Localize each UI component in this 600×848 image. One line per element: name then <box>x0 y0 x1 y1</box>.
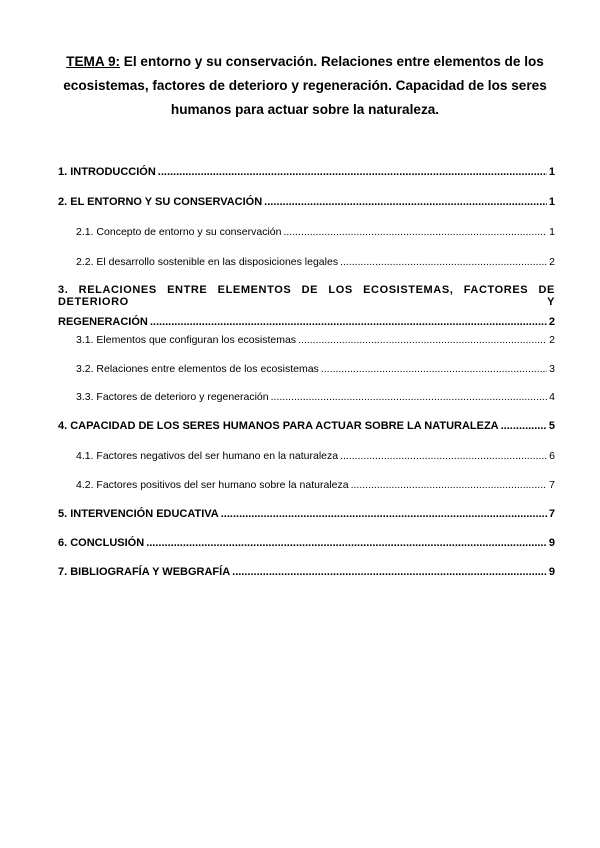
toc-entry-label: 5. INTERVENCIÓN EDUCATIVA <box>58 508 219 520</box>
toc-entry-page: 2 <box>549 334 555 346</box>
toc-entry-page: 1 <box>549 226 555 238</box>
toc-entry-label: 6. CONCLUSIÓN <box>58 537 145 549</box>
toc-entry-label: 2.2. El desarrollo sostenible en las disposiciones legales <box>76 256 339 268</box>
toc-entry-label-line1: 3. RELACIONES ENTRE ELEMENTOS DE LOS ECOSISTEMAS, FACTORES DE DETERIORO Y <box>58 284 555 308</box>
toc-entry-page: 7 <box>548 508 555 520</box>
toc-entry-page: 9 <box>548 566 555 578</box>
toc-leader-dots <box>264 196 547 208</box>
toc-entry-label: 2. EL ENTORNO Y SU CONSERVACIÓN <box>58 196 263 208</box>
toc-entry-label: 1. INTRODUCCIÓN <box>58 166 156 178</box>
toc-leader-dots <box>340 450 547 462</box>
toc-entry-factores-positivos[interactable] <box>76 479 555 491</box>
title-text: El entorno y su conservación. Relaciones entre elementos de los ecosistemas, factores de deterioro y regeneración. Capacidad de los seres humanos para actuar sobre la naturaleza. <box>63 54 547 117</box>
toc-entry-factores-deterioro[interactable] <box>76 391 555 403</box>
toc-leader-dots <box>298 334 547 346</box>
toc-entry-label: 3.3. Factores de deterioro y regeneración <box>76 391 269 403</box>
toc-entry-concepto-entorno[interactable] <box>76 226 555 238</box>
toc-leader-dots <box>146 537 547 549</box>
toc-entry-label: 4. CAPACIDAD DE LOS SERES HUMANOS PARA ACTUAR SOBRE LA NATURALEZA <box>58 420 499 432</box>
toc-entry-page: 3 <box>549 363 555 375</box>
toc-entry-intervencion[interactable] <box>58 508 555 520</box>
toc-entry-label: 3.2. Relaciones entre elementos de los ecosistemas <box>76 363 319 375</box>
toc-leader-dots <box>158 166 547 178</box>
toc-entry-page: 6 <box>549 450 555 462</box>
toc-leader-dots <box>221 508 547 520</box>
toc-entry-label: 7. BIBLIOGRAFÍA Y WEBGRAFÍA <box>58 566 231 578</box>
toc-entry-page: 4 <box>549 391 555 403</box>
toc-entry-page: 1 <box>548 196 555 208</box>
toc-entry-page: 2 <box>549 256 555 268</box>
toc-leader-dots <box>271 391 548 403</box>
toc-entry-bibliografia[interactable] <box>58 566 555 578</box>
toc-entry-conclusion[interactable] <box>58 537 555 549</box>
toc-entry-desarrollo-sostenible[interactable] <box>76 256 555 268</box>
toc-leader-dots <box>283 226 547 238</box>
title-tema-label: TEMA 9: <box>66 54 121 69</box>
toc-entry-factores-negativos[interactable] <box>76 450 555 462</box>
toc-entry-label: 3.1. Elementos que configuran los ecosistemas <box>76 334 297 346</box>
toc-entry-elementos-ecosistemas[interactable] <box>76 334 555 346</box>
toc-entry-page: 2 <box>548 316 555 328</box>
toc-entry-capacidad[interactable] <box>58 420 555 432</box>
toc-entry-label: 4.2. Factores positivos del ser humano sobre la naturaleza <box>76 479 349 491</box>
toc-entry-page: 7 <box>549 479 555 491</box>
toc-leader-dots <box>232 566 547 578</box>
toc-leader-dots <box>321 363 547 375</box>
toc-leader-dots <box>351 479 548 491</box>
toc-leader-dots <box>340 256 547 268</box>
toc-entry-relaciones[interactable] <box>58 284 555 328</box>
toc-entry-label-line2: REGENERACIÓN <box>58 316 148 328</box>
toc-entry-introduccion[interactable] <box>58 166 555 178</box>
toc-entry-relaciones-ecosistemas[interactable] <box>76 363 555 375</box>
document-title <box>52 50 558 122</box>
toc-leader-dots <box>150 316 547 328</box>
toc-entry-page: 1 <box>548 166 555 178</box>
toc-entry-label: 4.1. Factores negativos del ser humano en la naturaleza <box>76 450 339 462</box>
toc-leader-dots <box>501 420 547 432</box>
toc-entry-label: 2.1. Concepto de entorno y su conservación <box>76 226 282 238</box>
toc-entry-page: 9 <box>548 537 555 549</box>
toc-entry-entorno[interactable] <box>58 196 555 208</box>
toc-entry-page: 5 <box>548 420 555 432</box>
